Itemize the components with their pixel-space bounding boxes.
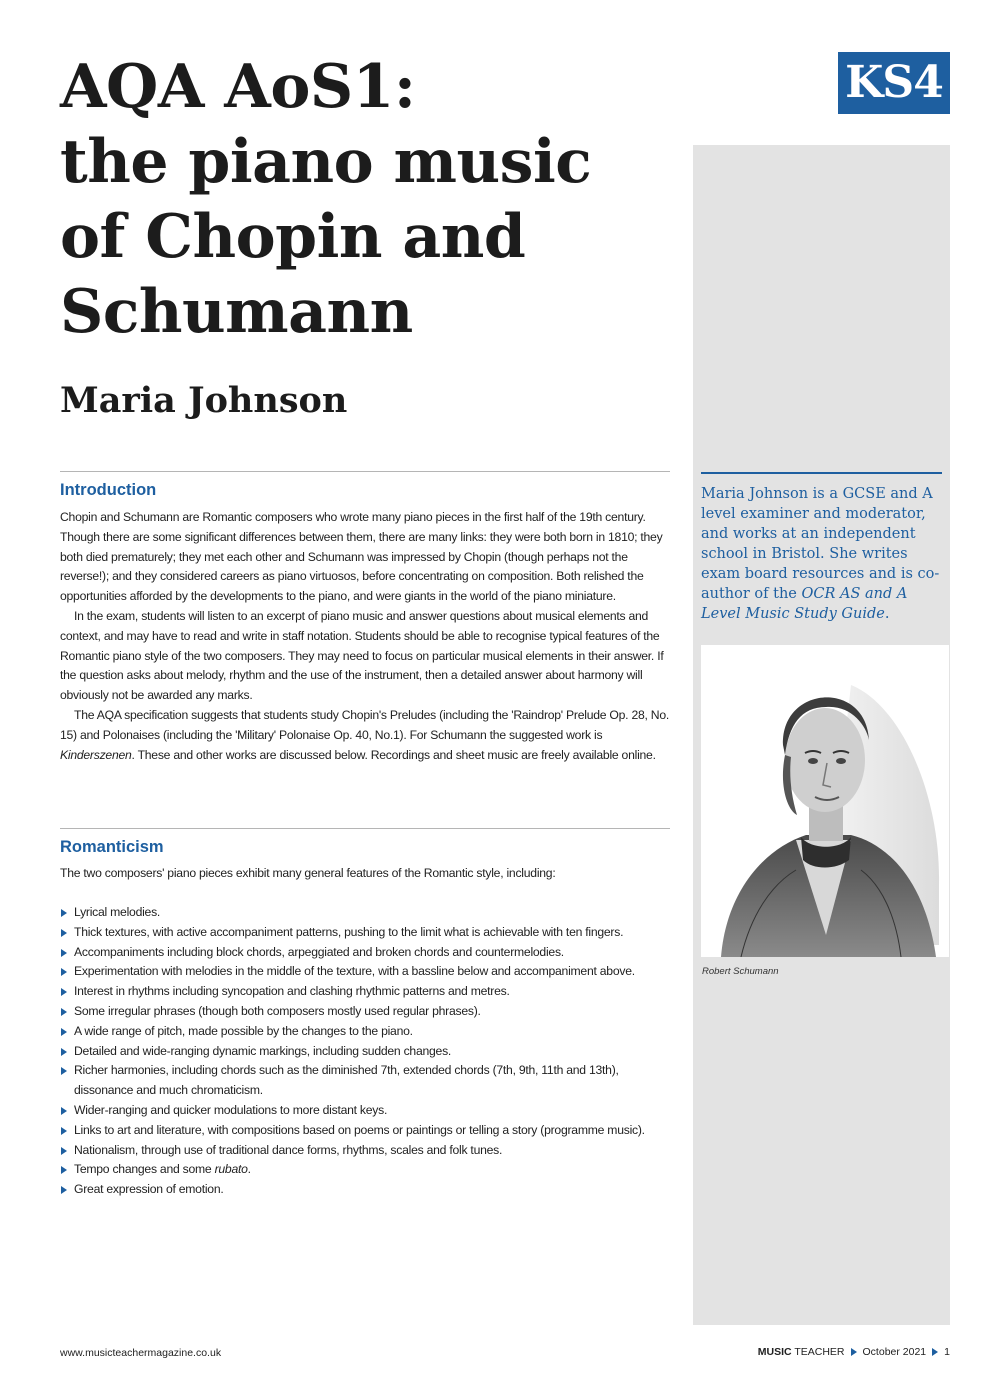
intro-paragraph <box>60 706 672 765</box>
footer-website-link[interactable]: www.musicteachermagazine.co.uk <box>60 1347 222 1359</box>
footer-brand: MUSIC TEACHER <box>757 1346 845 1358</box>
bullet-arrow-icon <box>61 1127 67 1135</box>
romanticism-heading: Romanticism <box>60 838 164 856</box>
list-item: Tempo changes and some rubato. <box>60 1160 672 1180</box>
p3-text: The AQA specification suggests that students study Chopin's Preludes (including the 'Raindrop' Prelude Op. 28, No. 15) and Polonaises (including the 'Military' Polonaise Op. 40, No.1). For Schumann the suggested work is <box>60 707 669 742</box>
bullet-arrow-icon <box>61 1107 67 1115</box>
title-line: AQA AoS1: <box>60 52 416 122</box>
bullet-arrow-icon <box>61 1166 67 1174</box>
intro-paragraph: In the exam, students will listen to an excerpt of piano music and answer questions about musical elements and context, and may have to read and write in staff notation. Students should be able to recognise typical features of the Romantic piano style of the two composers. They may need to focus on particular musical elements in their answer. If the question asks about melody, rhythm and the use of the instrument, then a detailed answer about harmony will obviously not be awarded any marks. <box>60 608 664 703</box>
bullet-arrow-icon <box>61 929 67 937</box>
author-name: Maria Johnson <box>60 380 348 421</box>
portrait-caption: Robert Schumann <box>702 966 779 977</box>
footer-masthead <box>758 1346 950 1358</box>
footer-arrow-icon <box>932 1348 938 1356</box>
list-item: Great expression of emotion. <box>60 1180 672 1200</box>
section-divider <box>60 828 670 829</box>
introduction-body <box>60 508 672 765</box>
bullet-arrow-icon <box>61 1008 67 1016</box>
bio-text: Maria Johnson is a GCSE and A level examiner and moderator, and works at an independent school in Bristol. She writes exam board resources and is co-author of the <box>701 486 940 602</box>
list-item: Thick textures, with active accompaniment patterns, pushing to the limit what is achievable with ten fingers. <box>60 923 672 943</box>
introduction-heading: Introduction <box>60 481 157 499</box>
list-item: Links to art and literature, with compositions based on poems or paintings or telling a story (programme music). <box>60 1121 672 1141</box>
author-bio <box>701 484 946 624</box>
bullet-arrow-icon <box>61 1028 67 1036</box>
bullet-arrow-icon <box>61 1186 67 1194</box>
list-item: Accompaniments including block chords, arpeggiated and broken chords and countermelodies. <box>60 943 672 963</box>
list-item: Nationalism, through use of traditional dance forms, rhythms, scales and folk tunes. <box>60 1141 672 1161</box>
bullet-arrow-icon <box>61 988 67 996</box>
title-line: Schumann <box>60 277 413 347</box>
bullet-arrow-icon <box>61 968 67 976</box>
bullet-arrow-icon <box>61 1048 67 1056</box>
list-item: Some irregular phrases (though both composers mostly used regular phrases). <box>60 1002 672 1022</box>
list-item: Detailed and wide-ranging dynamic markings, including sudden changes. <box>60 1042 672 1062</box>
footer-arrow-icon <box>851 1348 857 1356</box>
bullet-arrow-icon <box>61 1147 67 1155</box>
bullet-arrow-icon <box>61 949 67 957</box>
sidebar-divider <box>701 472 942 474</box>
list-item: Richer harmonies, including chords such as the diminished 7th, extended chords (7th, 9th, 11th and 13th), dissonance and much chromaticism. <box>60 1061 672 1101</box>
level-badge: KS4 <box>838 52 950 114</box>
romanticism-intro-text: The two composers' piano pieces exhibit many general features of the Romantic style, including: <box>60 866 556 880</box>
list-item: A wide range of pitch, made possible by the changes to the piano. <box>60 1022 672 1042</box>
bullet-arrow-icon <box>61 1067 67 1075</box>
bullet-arrow-icon <box>61 909 67 917</box>
romantic-features-list <box>60 903 672 1200</box>
title-line: of Chopin and <box>60 202 526 272</box>
schumann-portrait-image <box>701 645 949 957</box>
p3-work-title: Kinderszenen <box>60 747 132 762</box>
intro-paragraph: Chopin and Schumann are Romantic composers who wrote many piano pieces in the first half of the 19th century. Though there are some significant differences between them, there are many links: they were both born in 1810; they both died prematurely; they met each other and Schumann was impressed by Chopin (though perhaps not the reverse!); and they considered careers as piano virtuosos, before concentrating on composition. Both relished the opportunities afforded by the developments to the piano, and were giants in the world of the piano miniature. <box>60 510 663 604</box>
list-item: Experimentation with melodies in the middle of the texture, with a bassline below and accompaniment above. <box>60 962 672 982</box>
title-line: the piano music <box>60 127 592 197</box>
portrait-engraving <box>701 645 949 957</box>
list-item: Interest in rhythms including syncopation and clashing rhythmic patterns and metres. <box>60 982 672 1002</box>
bio-book-title: OCR AS and A Level Music Study Guide <box>701 586 908 622</box>
p3-end: . These and other works are discussed below. Recordings and sheet music are freely available online. <box>131 747 656 762</box>
section-divider <box>60 471 670 472</box>
article-title <box>60 50 680 350</box>
list-item: Lyrical melodies. <box>60 903 672 923</box>
list-item: Wider-ranging and quicker modulations to more distant keys. <box>60 1101 672 1121</box>
bio-end: . <box>884 606 890 622</box>
footer-issue-date: October 2021 <box>862 1346 927 1358</box>
page-number: 1 <box>944 1346 950 1358</box>
romanticism-intro <box>60 864 672 884</box>
